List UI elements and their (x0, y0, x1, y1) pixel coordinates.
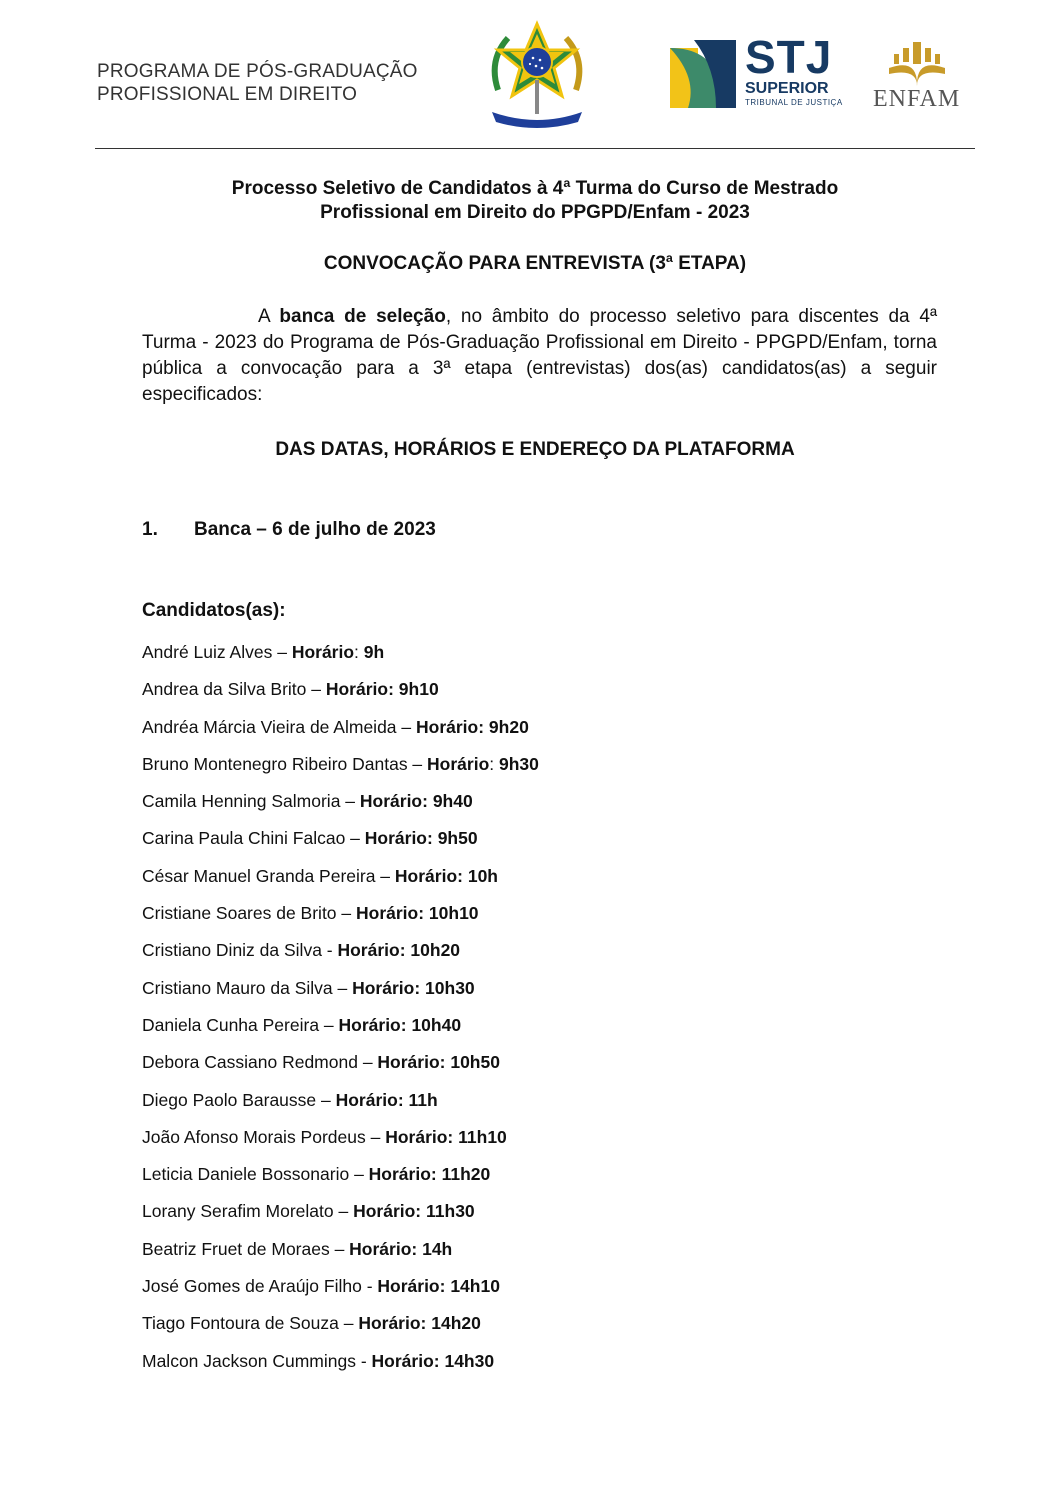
document-title (95, 177, 975, 225)
candidate-name: Leticia Daniele Bossonario – (142, 1164, 369, 1185)
candidate-name: Bruno Montenegro Ribeiro Dantas – (142, 753, 428, 774)
intro-lead: A (258, 306, 280, 327)
time-value: 10h20 (405, 940, 461, 961)
time-label: Horário: (349, 1238, 418, 1259)
list-item (142, 901, 539, 938)
section-1-number: 1. (142, 519, 158, 540)
brazil-coat-of-arms-icon (478, 20, 596, 132)
time-value: 9h30 (494, 753, 539, 774)
list-item (142, 1088, 539, 1125)
list-item (142, 864, 539, 901)
time-label: Horário: (359, 791, 428, 812)
candidate-name: André Luiz Alves – (142, 642, 292, 662)
time-value: 9h40 (427, 791, 473, 812)
candidate-name: Debora Cassiano Redmond – (142, 1052, 378, 1073)
time-value: 14h20 (426, 1313, 481, 1334)
candidate-name: Malcon Jackson Cummings - (142, 1350, 372, 1371)
document-title-line2: Profissional em Direito do PPGPD/Enfam - 2023 (320, 202, 750, 223)
candidate-name: Lorany Serafim Morelato – (142, 1201, 354, 1222)
list-item (142, 1125, 539, 1162)
time-label: Horário: (335, 1089, 404, 1110)
time-label: Horário: (371, 1350, 440, 1371)
time-value: 14h30 (439, 1350, 495, 1371)
time-value: 10h50 (445, 1052, 500, 1073)
stj-logo-tribunal: TRIBUNAL DE JUSTIÇA (745, 98, 843, 107)
candidate-name: Diego Paolo Barausse – (142, 1089, 336, 1110)
enfam-logo-book-icon (887, 38, 947, 86)
time-label: Horário: (377, 1276, 446, 1297)
candidate-name: José Gomes de Araújo Filho - (142, 1276, 378, 1297)
list-item (142, 1199, 539, 1236)
candidates-heading: Candidatos(as): (142, 600, 286, 621)
time-label: Horário: (364, 828, 433, 849)
intro-bold: banca de seleção (279, 306, 446, 327)
candidate-name: Andrea da Silva Brito – (142, 679, 326, 700)
candidate-name: César Manuel Granda Pereira – (142, 865, 395, 886)
time-value: 11h20 (436, 1164, 491, 1185)
candidate-name: Carina Paula Chini Falcao – (142, 828, 365, 849)
candidate-name: Tiago Fontoura de Souza – (142, 1313, 359, 1334)
stj-logo-mark-icon (668, 38, 738, 110)
time-value: 9h20 (484, 716, 529, 737)
list-item (142, 1050, 539, 1087)
candidates-list (142, 640, 539, 1386)
enfam-logo-text: ENFAM (873, 86, 961, 112)
stj-logo (745, 31, 855, 108)
time-label: Horário: (385, 1126, 454, 1147)
time-value: 10h10 (424, 903, 479, 924)
candidate-name: Andréa Márcia Vieira de Almeida – (142, 716, 416, 737)
time-label: Horário: (358, 1313, 427, 1334)
list-item (142, 1274, 539, 1311)
list-item (142, 1349, 539, 1386)
time-label: Horário: (377, 1052, 446, 1073)
intro-rest: , no âmbito do processo seletivo para discentes da 4ª Turma - 2023 do Programa de Pós-Graduação Profissional em Direito - PPGPD/Enfam, torna pública a convocação para a 3ª etapa (entrevistas) dos(as) candidatos(as) a seguir especificados: (142, 306, 937, 405)
time-value: 9h (358, 642, 385, 662)
time-value: 11h30 (421, 1201, 475, 1222)
time-label: Horário: (337, 940, 406, 961)
time-value: 14h (417, 1238, 453, 1259)
time-value: 14h10 (445, 1276, 500, 1297)
candidate-name: Cristiano Mauro da Silva – (142, 977, 353, 998)
list-item (142, 752, 539, 789)
time-label: Horário: (338, 1014, 407, 1035)
time-label: Horário: (416, 716, 485, 737)
time-label: Horário: (352, 977, 421, 998)
time-label: Horário: (325, 679, 394, 700)
header-divider (95, 148, 975, 149)
list-item (142, 789, 539, 826)
candidate-name: Camila Henning Salmoria – (142, 791, 360, 812)
time-colon: : (489, 753, 495, 774)
document-subtitle: CONVOCAÇÃO PARA ENTREVISTA (3ª ETAPA) (323, 253, 747, 274)
time-label: Horário: (356, 903, 425, 924)
section-title: DAS DATAS, HORÁRIOS E ENDEREÇO DA PLATAFORMA (275, 439, 795, 460)
stj-logo-superior: SUPERIOR (745, 80, 829, 97)
program-name (97, 60, 418, 106)
stj-logo-text: STJ (745, 31, 833, 83)
time-value: 9h10 (393, 679, 439, 700)
list-item (142, 1013, 539, 1050)
time-value: 11h10 (453, 1126, 507, 1147)
section-1-label: Banca – 6 de julho de 2023 (194, 519, 436, 540)
time-label: Horário (291, 642, 355, 662)
list-item (142, 938, 539, 975)
list-item (142, 1162, 539, 1199)
document-title-line1: Processo Seletivo de Candidatos à 4ª Turma do Curso de Mestrado (231, 178, 839, 199)
list-item (142, 640, 539, 677)
time-value: 10h40 (406, 1014, 462, 1035)
program-name-line2: PROFISSIONAL EM DIREITO (97, 84, 358, 105)
time-value: 11h (403, 1089, 438, 1110)
intro-paragraph (142, 304, 937, 408)
list-item (142, 715, 539, 752)
time-label: Horário: (394, 865, 463, 886)
candidate-name: Cristiano Diniz da Silva - (142, 940, 338, 961)
time-colon: : (354, 642, 359, 662)
list-item (142, 826, 539, 863)
list-item (142, 1311, 539, 1348)
candidate-name: Cristiane Soares de Brito – (142, 903, 356, 924)
time-label: Horário (427, 753, 490, 774)
time-value: 10h30 (420, 977, 475, 998)
candidate-name: Daniela Cunha Pereira – (142, 1014, 339, 1035)
program-name-line1: PROGRAMA DE PÓS-GRADUAÇÃO (97, 61, 418, 82)
list-item (142, 1237, 539, 1274)
time-value: 10h (462, 865, 498, 886)
list-item (142, 976, 539, 1013)
time-label: Horário: (368, 1164, 437, 1185)
time-value: 9h50 (432, 828, 478, 849)
candidate-name: João Afonso Morais Pordeus – (142, 1126, 386, 1147)
section-1-heading (142, 519, 436, 541)
candidate-name: Beatriz Fruet de Moraes – (142, 1238, 350, 1259)
list-item (142, 677, 539, 714)
time-label: Horário: (353, 1201, 422, 1222)
